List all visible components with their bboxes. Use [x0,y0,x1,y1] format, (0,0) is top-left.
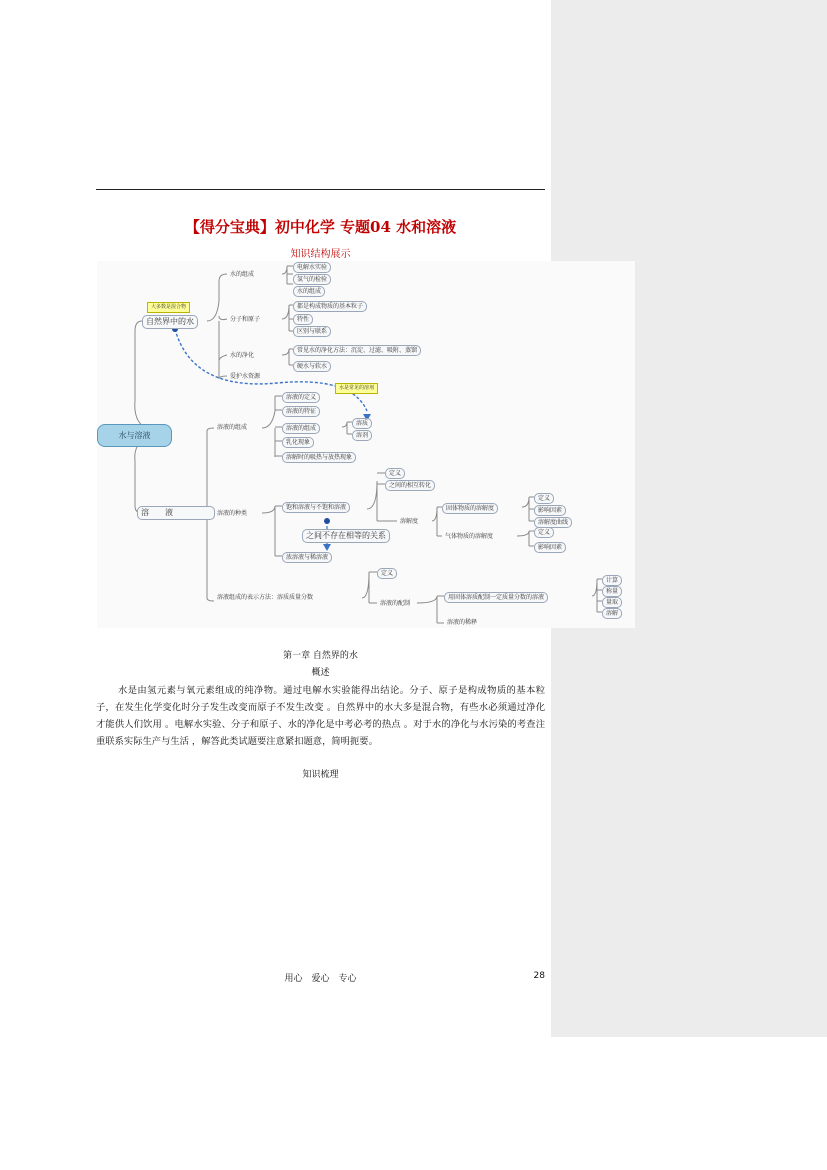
tag-mixture: 大多数是混合物 [147,302,190,313]
tag-solvent: 水是常见的溶剂 [335,383,378,394]
node-heat-effects: 溶解时的吸热与放热现象 [282,452,356,463]
node-gas-definition: 定义 [534,527,554,538]
node-saturated: 饱和溶液与不饱和溶液 [282,502,350,513]
node-natural-water: 自然界中的水 [142,315,198,329]
node-water-composition: 水的组成 [230,271,255,278]
node-difference: 区别与联系 [293,326,331,337]
node-sol-components: 溶液的组成 [282,423,320,434]
node-solvent: 溶剂 [352,430,372,441]
mind-map-image [97,261,635,628]
node-purification: 水的净化 [230,352,255,359]
node-protect-water: 爱护水资源 [230,373,261,380]
node-sol-features: 溶液的特征 [282,406,320,417]
node-molecule-atom: 分子和原子 [230,316,261,323]
node-hard-soft-water: 硬水与软水 [293,361,331,372]
node-purify-methods: 常见水的净化方法：沉淀、过滤、吸附、蒸馏 [293,345,421,356]
node-step-dissolve: 溶解 [602,608,622,619]
node-step-measure: 量取 [602,597,622,608]
node-gas-solubility: 气体物质的溶解度 [445,533,494,540]
node-basic-particles: 都是构成物质的基本粒子 [293,301,367,312]
node-mf-definition: 定义 [377,568,397,579]
node-hydrogen-test: 氢气的检验 [293,274,331,285]
node-conversion: 之间的相互转化 [385,480,435,491]
node-solubility: 溶解度 [400,518,419,525]
section-heading: 知识梳理 [302,770,339,780]
node-solubility-curve: 溶解度曲线 [534,517,572,528]
node-solution-types: 溶液的种类 [217,510,248,517]
node-emulsification: 乳化现象 [282,437,314,448]
node-gas-factors: 影响因素 [534,542,566,553]
node-solid-factors: 影响因素 [534,505,566,516]
document-title: 【得分宝典】初中化学 专题04 水和溶液 [184,218,457,236]
node-characteristics: 特性 [293,314,313,325]
node-no-equal: 之间不存在相等的关系 [302,529,390,543]
node-sat-definition: 定义 [385,468,405,479]
chapter-heading: 第一章 自然界的水 [283,651,358,661]
node-solute: 溶质 [352,418,372,429]
node-solid-definition: 定义 [534,493,554,504]
node-step-calculate: 计算 [602,575,622,586]
node-solution-composition: 溶液的组成 [217,424,248,431]
node-preparation: 溶液的配制 [380,600,411,607]
overview-paragraph: 水是由氢元素与氧元素组成的纯净物。通过电解水实验能得出结论。分子、原子是构成物质的基本粒子，在发生化学变化时分子发生改变而原子不发生改变 。自然界中的水大多是混合物，有些水必须通过净化才能供人们饮用 。电解水实验、分子和原子、水的净化是中考必考的热点 。对于水的净化与水污染的考查注重联系实际生产与生活 ，解答此类试题要注意紧扣题意，简明扼要。 [96,685,545,747]
document-subtitle: 知识结构展示 [290,249,351,260]
node-concentrated: 浓溶液与稀溶液 [282,552,332,563]
header-rule [96,189,545,190]
page-number: 28 [533,971,545,981]
node-water-makeup: 水的组成 [293,286,325,297]
node-mass-fraction: 溶液组成的表示方法：溶质质量分数 [217,594,314,601]
node-step-weigh: 称量 [602,586,622,597]
overview-heading: 概述 [311,668,330,678]
node-sol-definition: 溶液的定义 [282,392,320,403]
node-dilution: 溶液的稀释 [447,619,478,626]
node-root: 水与溶液 [97,424,172,447]
page-footer: 用心 爱心 专心 [284,974,357,984]
node-solid-solubility: 固体物质的溶解度 [442,503,498,514]
node-electrolysis: 电解水实验 [293,262,331,273]
node-solid-preparation: 用固体溶质配制一定质量分数的溶液 [444,592,548,603]
node-solution: 溶 液 [137,506,215,520]
